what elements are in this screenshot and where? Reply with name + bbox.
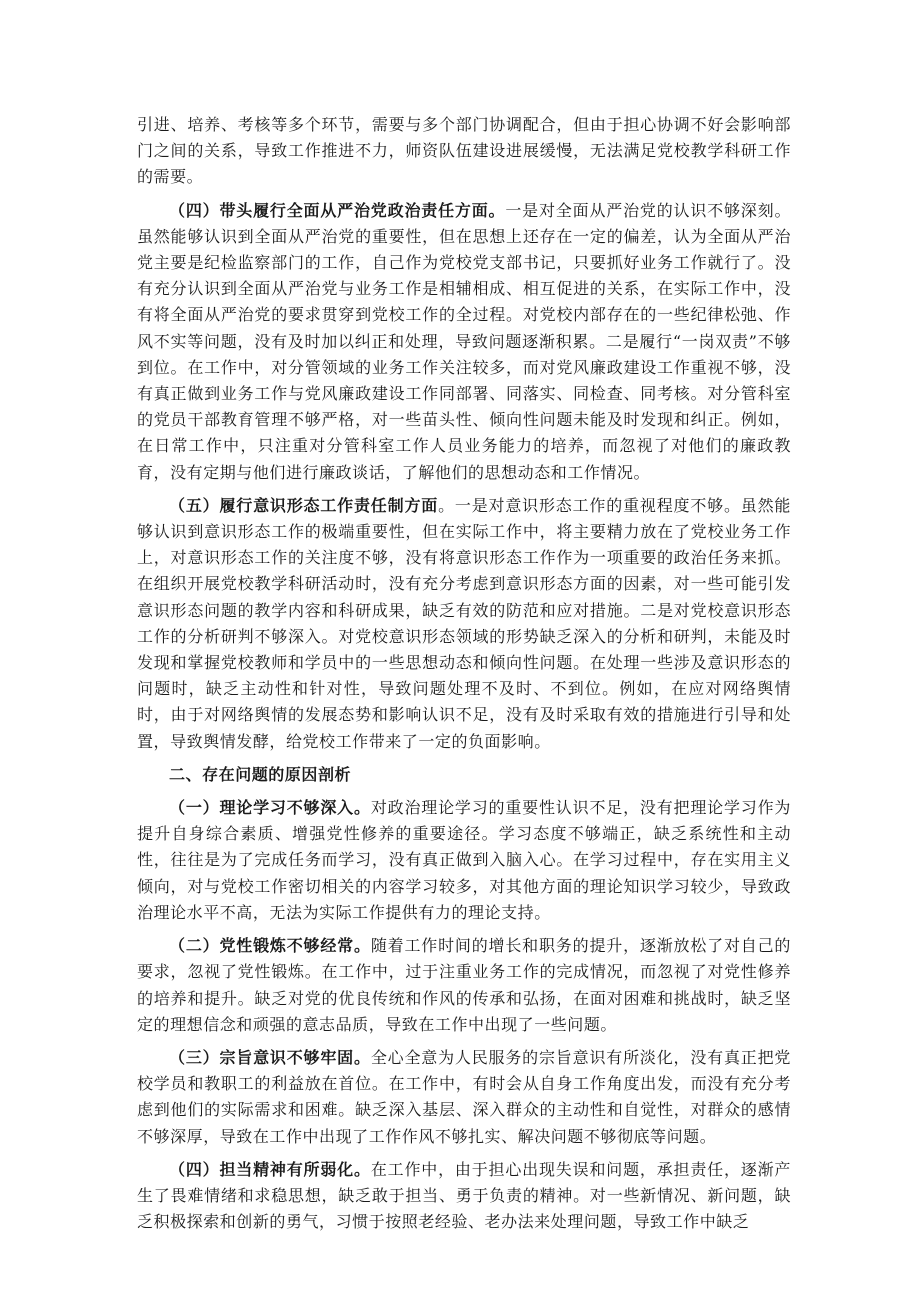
paragraph-party-governance [137, 198, 791, 486]
paragraph-theory-study [137, 795, 791, 926]
paragraph-text: 对政治理论学习的重要性认识不足，没有把理论学习作为提升自身综合素质、增强党性修养的重要途径。学习态度不够端正，缺乏系统性和主动性，往往是为了完成任务而学习，没有真正做到入脑入心。在学习过程中，存在实用主义倾向，对与党校工作密切相关的内容学习较多，对其他方面的理论知识学习较少，导致政治理论水平不高，无法为实际工作提供有力的理论支持。 [137, 798, 791, 922]
paragraph-text: 。一是对意识形态工作的重视程度不够。虽然能够认识到意识形态工作的极端重要性，但在实际工作中，将主要精力放在了党校业务工作上，对意识形态工作的关注度不够，没有将意识形态工作作为一项重要的政治任务来抓。在组织开展党校教学科研活动时，没有充分考虑到意识形态方面的因素，对一些可能引发意识形态问题的教学内容和科研成果，缺乏有效的防范和应对措施。二是对党校意识形态工作的分析研判不够深入。对党校意识形态领域的形势缺乏深入的分析和研判，未能及时发现和掌握党校教师和学员中的一些思想动态和倾向性问题。在处理一些涉及意识形态的问题时，缺乏主动性和针对性，导致问题处理不及时、不到位。例如，在应对网络舆情时，由于对网络舆情的发展态势和影响认识不足，没有及时采取有效的措施进行引导和处置，导致舆情发酵，给党校工作带来了一定的负面影响。 [137, 495, 791, 751]
paragraph-party-spirit [137, 933, 791, 1038]
paragraph-text: 随着工作时间的增长和职务的提升，逐渐放松了对自己的要求，忽视了党性锻炼。在工作中，过于注重业务工作的完成情况，而忽视了对党性修养的培养和提升。缺乏对党的优良传统和作风的传承和弘扬，在面对困难和挑战时，缺乏坚定的理想信念和顽强的意志品质，导致在工作中出现了一些问题。 [137, 936, 791, 1034]
paragraph-text: 一是对全面从严治党的认识不够深刻。虽然能够认识到全面从严治党的重要性，但在思想上还存在一定的偏差，认为全面从严治党主要是纪检监察部门的工作，自己作为党校党支部书记，只要抓好业务工作就行了。没有充分认识到全面从严治党与业务工作是相辅相成、相互促进的关系，在实际工作中，没有将全面从严治党的要求贯穿到党校工作的全过程。对党校内部存在的一些纪律松弛、作风不实等问题，没有及时加以纠正和处理，导致问题逐渐积累。二是履行“一岗双责”不够到位。在工作中，对分管领域的业务工作关注较多，而对党风廉政建设工作重视不够，没有真正做到业务工作与党风廉政建设工作同部署、同落实、同检查、同考核。对分管科室的党员干部教育管理不够严格，对一些苗头性、倾向性问题未能及时发现和纠正。例如，在日常工作中，只注重对分管科室工作人员业务能力的培养，而忽视了对他们的廉政教育，没有定期与他们进行廉政谈话，了解他们的思想动态和工作情况。 [137, 200, 791, 482]
paragraph-lead: （一）理论学习不够深入。 [169, 798, 371, 818]
section-heading-text: 二、存在问题的原因剖析 [169, 764, 352, 784]
paragraph-text: 引进、培养、考核等多个环节，需要与多个部门协调配合，但由于担心协调不好会影响部门之间的关系，导致工作推进不力，师资队伍建设进展缓慢，无法满足党校教学科研工作的需要。 [137, 115, 791, 187]
paragraph-lead: （四）带头履行全面从严治党政治责任方面。 [169, 200, 506, 220]
paragraph-lead: （四）担当精神有所弱化。 [169, 1159, 371, 1179]
document-page [137, 112, 791, 1242]
paragraph-lead: （三）宗旨意识不够牢固。 [169, 1047, 371, 1067]
paragraph-lead: （五）履行意识形态工作责任制方面 [169, 495, 439, 515]
paragraph-continuation [137, 112, 791, 191]
paragraph-purpose-awareness [137, 1045, 791, 1150]
paragraph-responsibility [137, 1157, 791, 1236]
paragraph-text: 在工作中，由于担心出现失误和问题，承担责任，逐渐产生了畏难情绪和求稳思想，缺乏敢于担当、勇于负责的精神。对一些新情况、新问题，缺乏积极探索和创新的勇气，习惯于按照老经验、老办法来处理问题，导致工作中缺乏 [137, 1159, 791, 1232]
section-heading [137, 762, 791, 788]
paragraph-ideology [137, 493, 791, 755]
paragraph-lead: （二）党性锻炼不够经常。 [169, 936, 371, 956]
paragraph-text: 全心全意为人民服务的宗旨意识有所淡化，没有真正把党校学员和教职工的利益放在首位。在工作中，有时会从自身工作角度出发，而没有充分考虑到他们的实际需求和困难。缺乏深入基层、深入群众的主动性和自觉性，对群众的感情不够深厚，导致在工作中出现了工作作风不够扎实、解决问题不够彻底等问题。 [137, 1047, 791, 1146]
